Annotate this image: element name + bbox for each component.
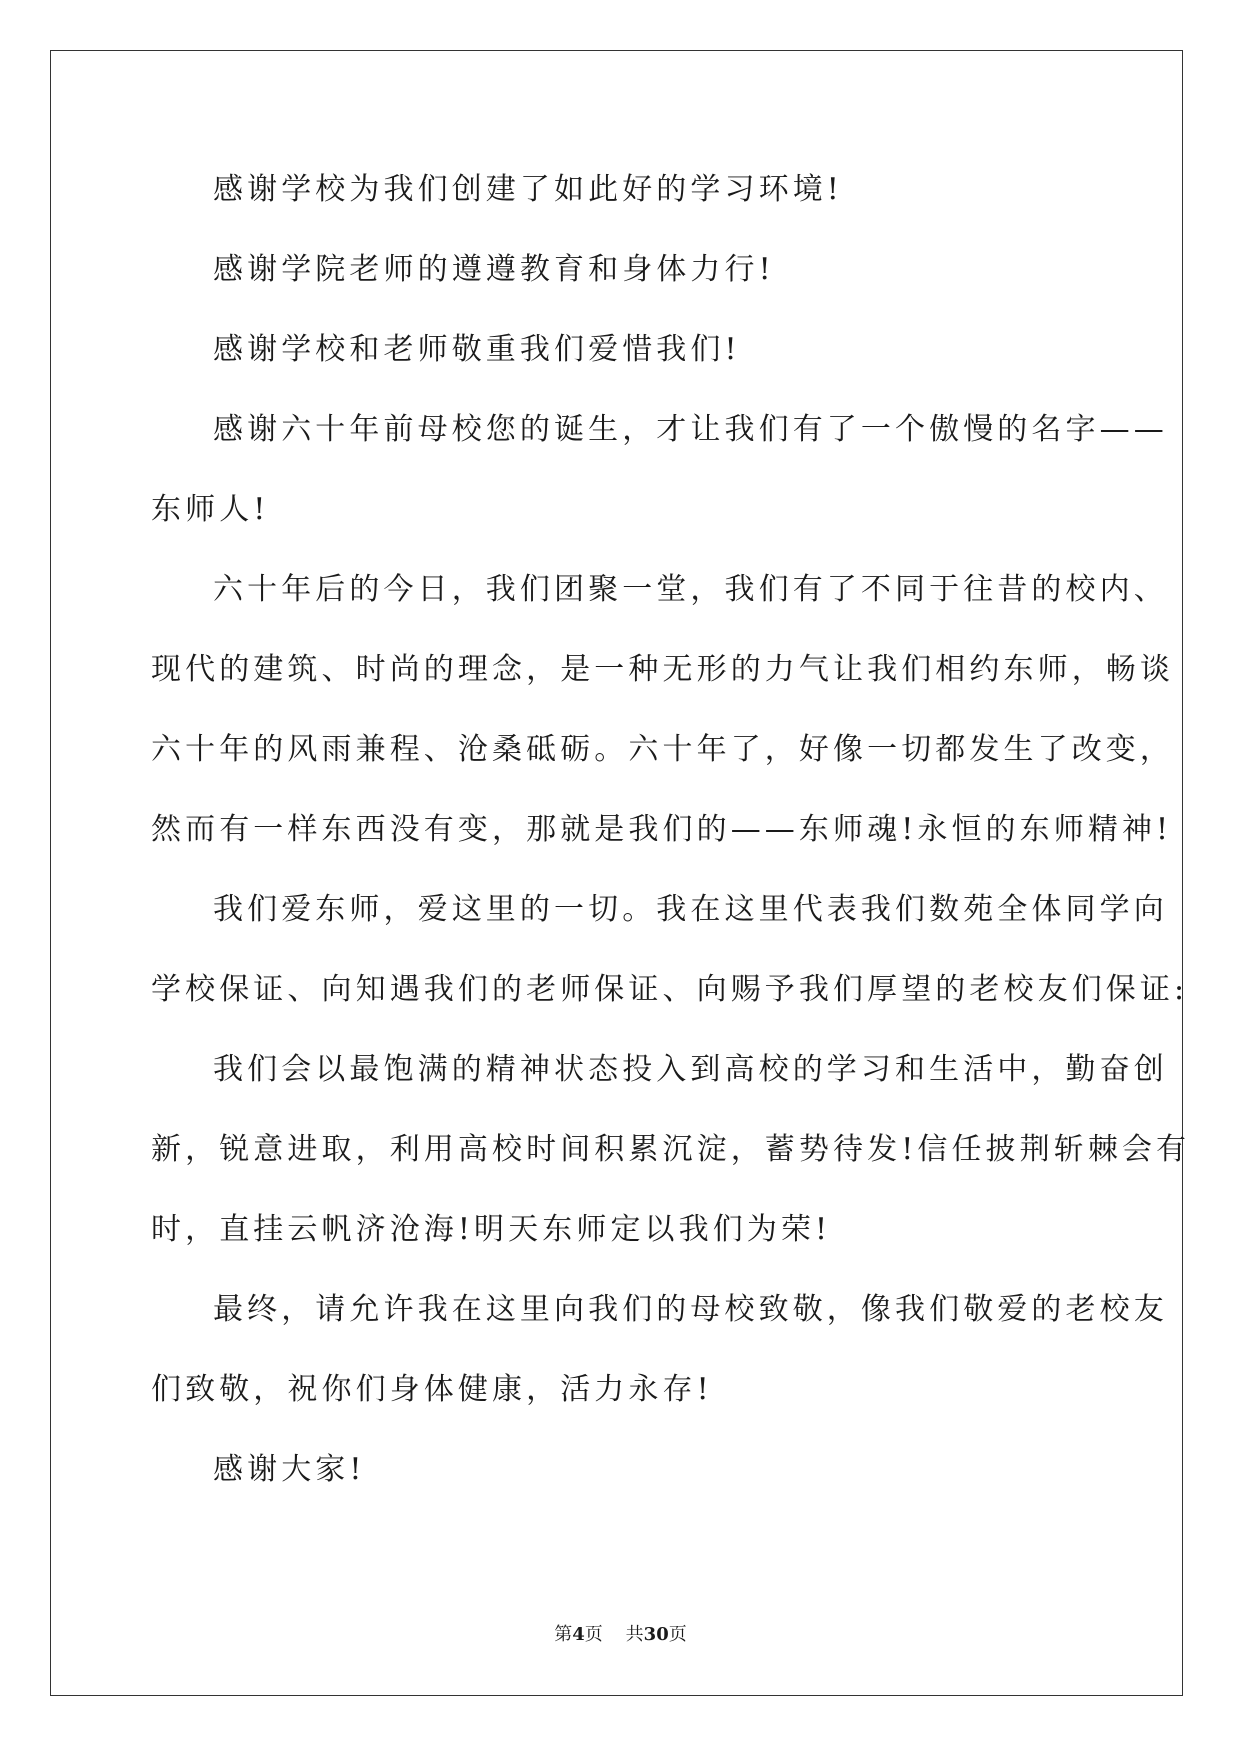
total-pages: 30 — [643, 1624, 669, 1645]
page-prefix: 第 — [554, 1624, 573, 1645]
text-line: 我们会以最饱满的精神状态投入到高校的学习和生活中，勤奋创 — [213, 1052, 1168, 1087]
total-suffix: 页 — [668, 1624, 687, 1645]
text-line: 六十年的风雨兼程、沧桑砥砺。六十年了，好像一切都发生了改变， — [151, 732, 1174, 767]
text-line: 感谢学院老师的遵遵教育和身体力行! — [213, 252, 775, 287]
text-line: 东师人! — [151, 492, 270, 527]
text-line: 然而有一样东西没有变，那就是我们的——东师魂!永恒的东师精神! — [151, 812, 1173, 847]
page-footer — [0, 1620, 1241, 1646]
text-line: 感谢学校为我们创建了如此好的学习环境! — [213, 172, 843, 207]
total-prefix: 共 — [625, 1624, 644, 1645]
text-line: 现代的建筑、时尚的理念，是一种无形的力气让我们相约东师，畅谈 — [151, 652, 1174, 687]
text-line: 时，直挂云帆济沧海!明天东师定以我们为荣! — [151, 1212, 832, 1247]
text-line: 们致敬，祝你们身体健康，活力永存! — [151, 1372, 713, 1407]
page-number: 4 — [572, 1624, 585, 1645]
text-line: 六十年后的今日，我们团聚一堂，我们有了不同于往昔的校内、 — [213, 572, 1168, 607]
text-line: 感谢大家! — [213, 1452, 366, 1487]
page-suffix: 页 — [584, 1624, 603, 1645]
text-line: 我们爱东师，爱这里的一切。我在这里代表我们数苑全体同学向 — [213, 892, 1168, 927]
text-line: 学校保证、向知遇我们的老师保证、向赐予我们厚望的老校友们保证: — [151, 972, 1189, 1007]
text-line: 感谢六十年前母校您的诞生，才让我们有了一个傲慢的名字—— — [213, 412, 1168, 447]
text-line: 最终，请允许我在这里向我们的母校致敬，像我们敬爱的老校友 — [213, 1292, 1168, 1327]
text-line: 感谢学校和老师敬重我们爱惜我们! — [213, 332, 741, 367]
text-line: 新，锐意进取，利用高校时间积累沉淀，蓄势待发!信任披荆斩棘会有 — [151, 1132, 1191, 1167]
